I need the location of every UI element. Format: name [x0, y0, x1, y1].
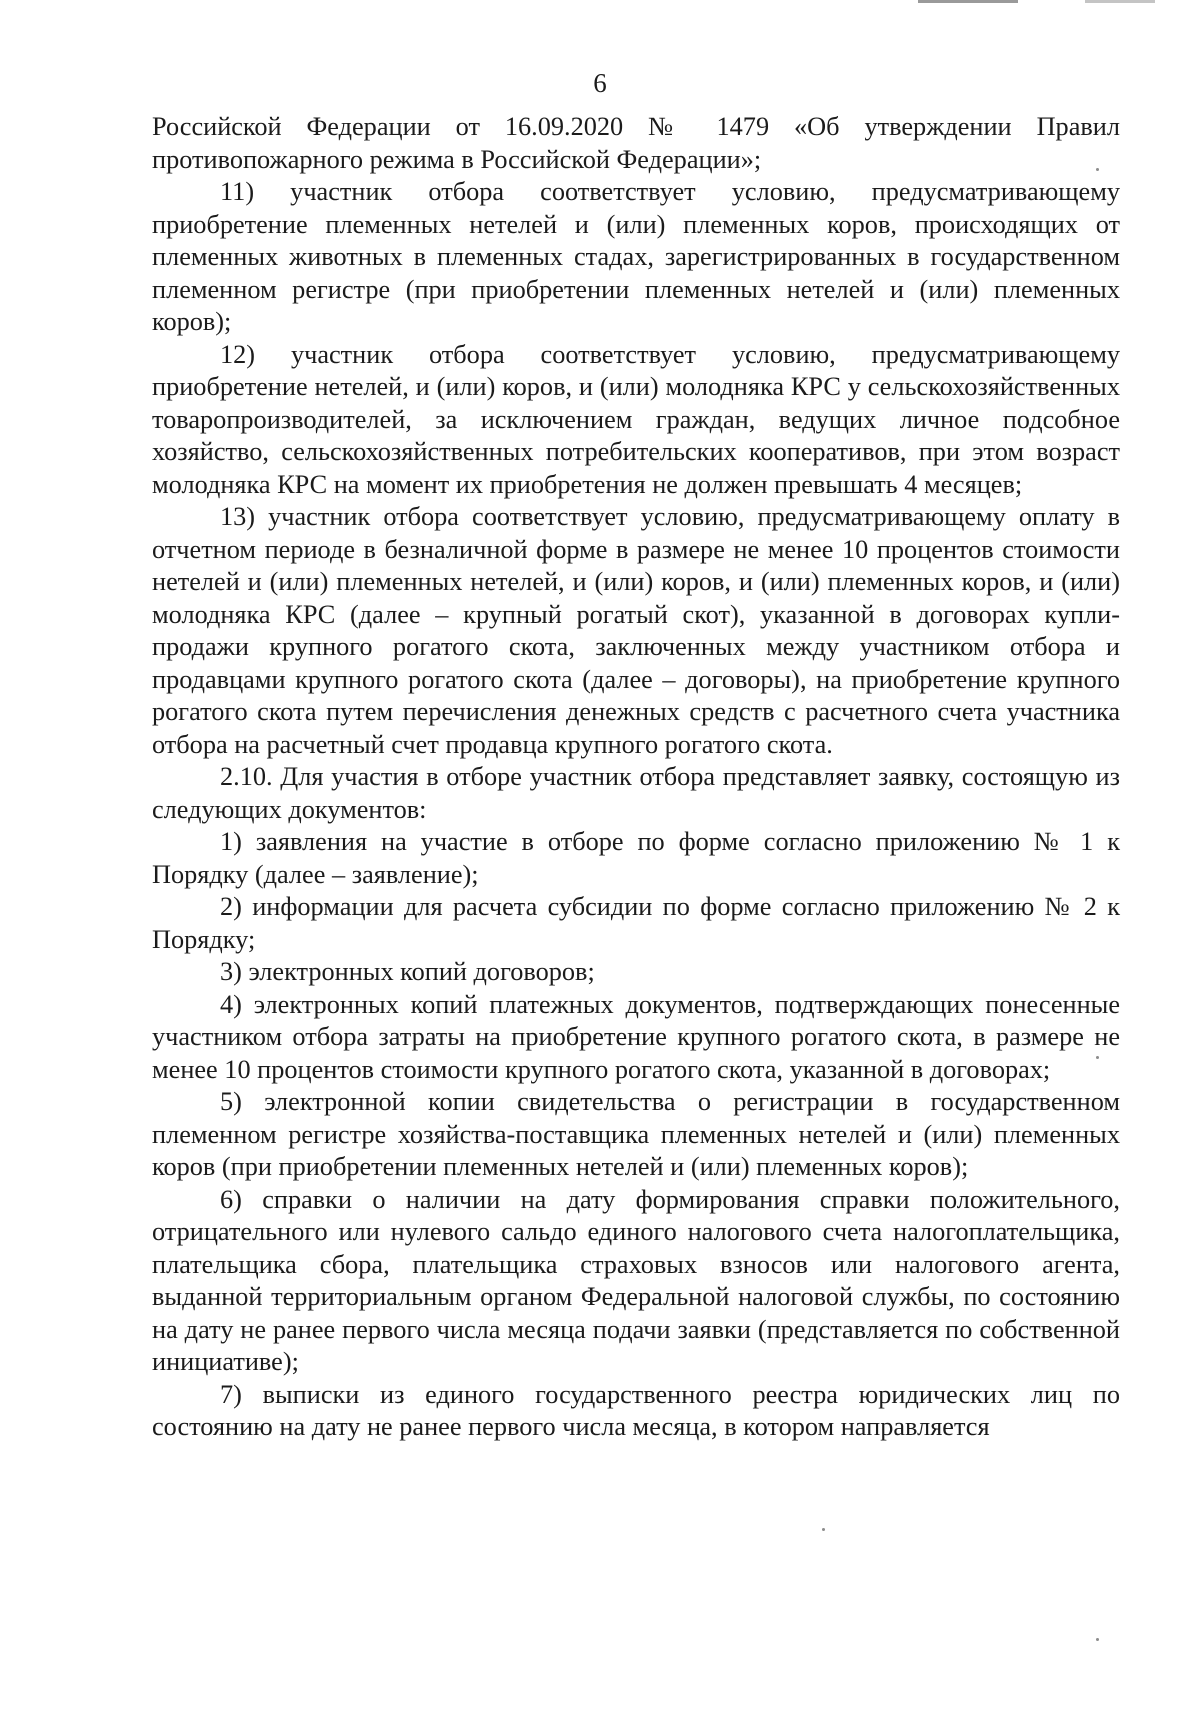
paragraph-doc-6: 6) справки о наличии на дату формирования справки положительного, отрицательного или нулевого сальдо единого налогового счета налогоплательщика, плательщика сбора, плательщика страховых взносов или налогового агента, выданной территориальным органом Федеральной налоговой службы, по состоянию на дату не ранее первого числа месяца подачи заявки (представляется по собственной инициативе); [152, 1184, 1120, 1376]
paragraph-item-13: 13) участник отбора соответствует условию, предусматривающему оплату в отчетном периоде в безналичной форме в размере не менее 10 процентов стоимости нетелей и (или) племенных нетелей, и (или) коров, и (или) племенных коров, и (или) молодняка КРС (далее – крупный рогатый скот), указанной в договорах купли-продажи крупного рогатого скота, заключенных между участником отбора и продавцами крупного рогатого скота (далее – договоры), на приобретение крупного рогатого скота путем перечисления денежных средств с расчетного счета участника отбора на расчетный счет продавца крупного рогатого скота. [152, 502, 1120, 759]
paragraph-item-12: 12) участник отбора соответствует условию, предусматривающему приобретение нетелей, и (или) коров, и (или) молодняка КРС у сельскохозяйственных товаропроизводителей, за исключением граждан, ведущих личное подсобное хозяйство, сельскохозяйственных потребительских кооперативов, при этом возраст молодняка КРС на момент их приобретения не должен превышать 4 месяцев; [152, 339, 1120, 499]
paragraph-doc-2: 2) информации для расчета субсидии по форме согласно приложению № 2 к Порядку; [152, 892, 1120, 954]
scan-speck [1096, 1638, 1099, 1641]
document-body [152, 111, 1120, 1444]
paragraph-continuation: Российской Федерации от 16.09.2020 № 1479 «Об утверждении Правил противопожарного режима в Российской Федерации»; [152, 112, 1120, 174]
scan-edge-mark [1085, 0, 1155, 3]
scan-speck [822, 1528, 825, 1531]
paragraph-doc-7: 7) выписки из единого государственного реестра юридических лиц по состоянию на дату не ранее первого числа месяца, в котором направляется [152, 1379, 1120, 1441]
paragraph-doc-4: 4) электронных копий платежных документов, подтверждающих понесенные участником отбора затраты на приобретение крупного рогатого скота, в размере не менее 10 процентов стоимости крупного рогатого скота, указанной в договорах; [152, 989, 1120, 1084]
scan-edge-mark [918, 0, 1018, 3]
paragraph-section-2-10: 2.10. Для участия в отборе участник отбора представляет заявку, состоящую из следующих документов: [152, 762, 1120, 824]
paragraph-doc-1: 1) заявления на участие в отборе по форме согласно приложению № 1 к Порядку (далее – заявление); [152, 827, 1120, 889]
paragraph-doc-3: 3) электронных копий договоров; [220, 957, 595, 986]
paragraph-item-11: 11) участник отбора соответствует условию, предусматривающему приобретение племенных нетелей и (или) племенных коров, происходящих от племенных животных в племенных стадах, зарегистрированных в государственном племенном регистре (при приобретении племенных нетелей и (или) племенных коров); [152, 177, 1120, 336]
page-number: 6 [593, 68, 607, 98]
paragraph-doc-5: 5) электронной копии свидетельства о регистрации в государственном племенном регистре хозяйства-поставщика племенных нетелей и (или) племенных коров (при приобретении племенных нетелей и (или) племенных коров); [152, 1087, 1120, 1181]
